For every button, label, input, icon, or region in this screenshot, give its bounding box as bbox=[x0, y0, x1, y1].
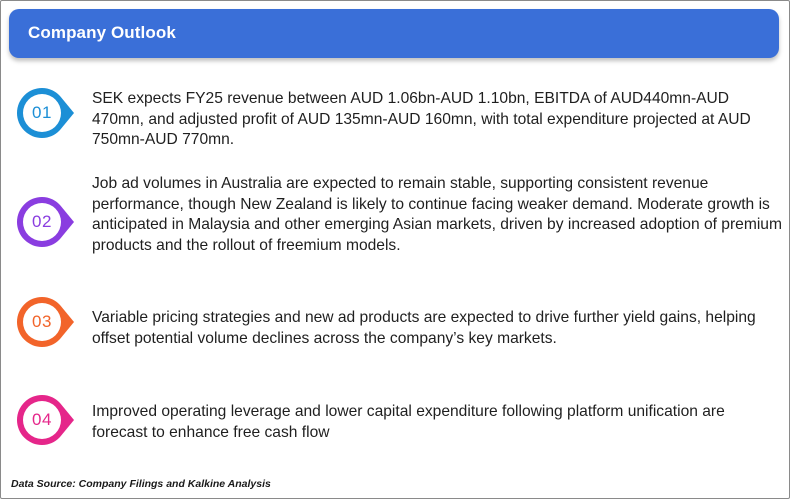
item-number: 04 bbox=[32, 410, 52, 429]
item-text: SEK expects FY25 revenue between AUD 1.06bn-AUD 1.10bn, EBITDA of AUD440mn-AUD 470mn, and adjusted profit of AUD 135mn-AUD 160mn, with total expenditure projected at AUD 750mn-AUD 770mn. bbox=[92, 90, 751, 148]
item-number: 02 bbox=[32, 212, 52, 231]
data-source-note: Data Source: Company Filings and Kalkine Analysis bbox=[11, 478, 271, 490]
number-badge bbox=[8, 393, 76, 447]
page-title: Company Outlook bbox=[28, 23, 176, 42]
item-text: Job ad volumes in Australia are expected to remain stable, supporting consistent revenue performance, though New Zealand is likely to continue facing weaker demand. Moderate growth is anticipated in Malaysia and other emerging Asian markets, driven by increased adoption of premium products and the rollout of freemium models. bbox=[92, 175, 782, 254]
item-text: Improved operating leverage and lower capital expenditure following platform unification are forecast to enhance free cash flow bbox=[92, 403, 725, 441]
item-number: 03 bbox=[32, 312, 52, 331]
header-bar bbox=[9, 9, 779, 58]
number-badge bbox=[8, 295, 76, 349]
item-number: 01 bbox=[32, 103, 52, 122]
number-badge bbox=[8, 86, 76, 140]
number-badge bbox=[8, 195, 76, 249]
item-text: Variable pricing strategies and new ad products are expected to drive further yield gains, helping offset potential volume declines across the company’s key markets. bbox=[92, 309, 756, 347]
